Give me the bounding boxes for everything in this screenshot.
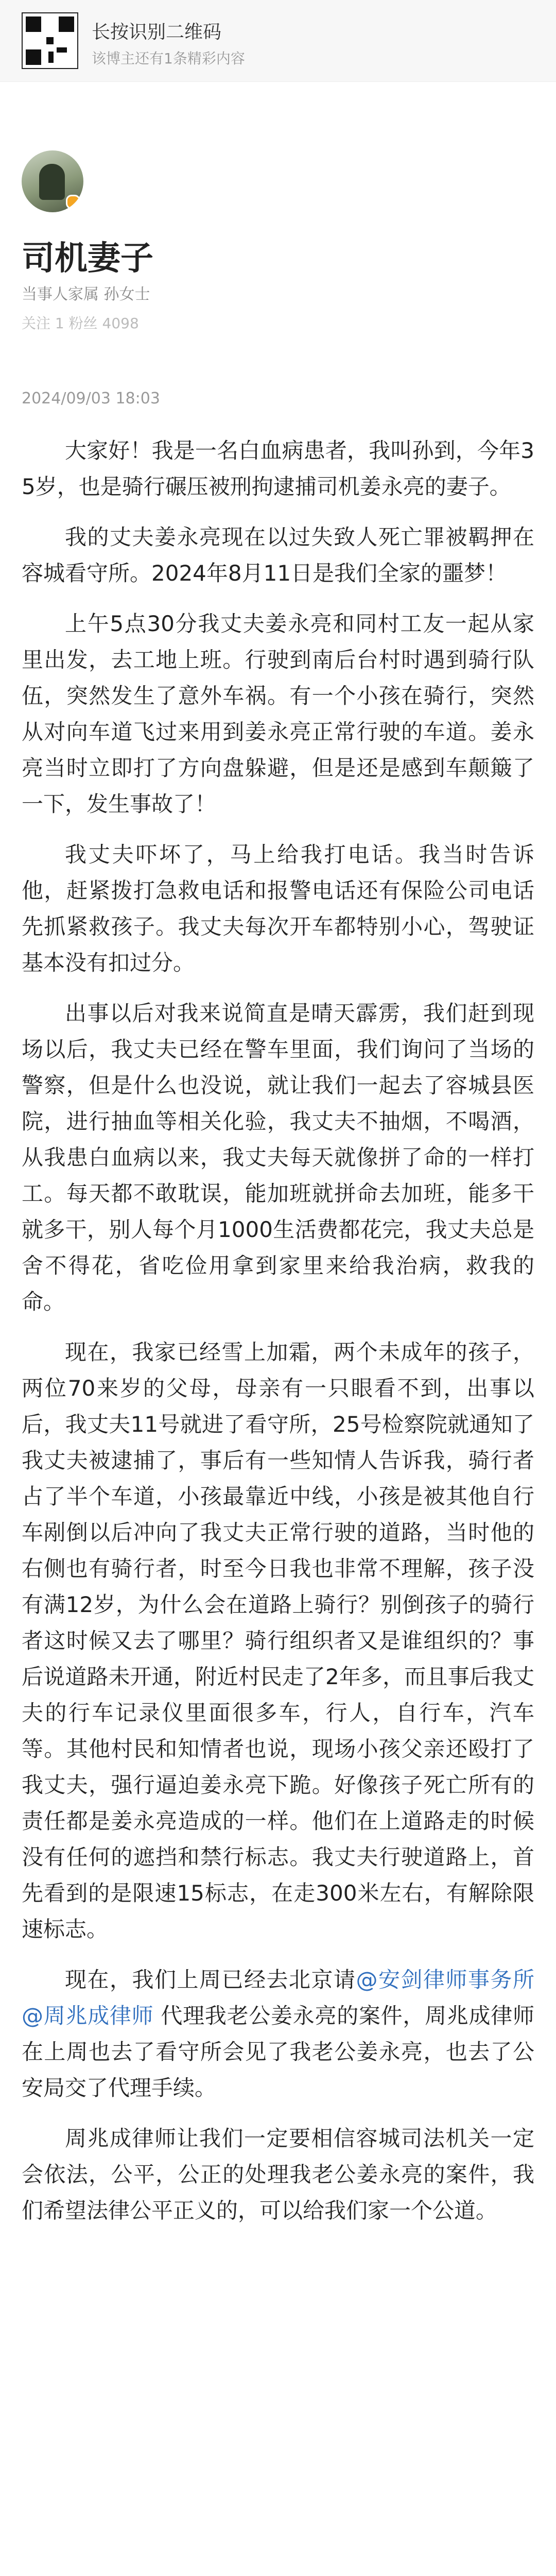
paragraph-3: 上午5点30分我丈夫姜永亮和同村工友一起从家里出发，去工地上班。行驶到南后台村时遇到骑行队伍，突然发生了意外车祸。有一个小孩在骑行，突然从对向车道飞过来用到姜永亮正常行驶的车道。姜永亮当时立即打了方向盘躲避，但是还是感到车颠簸了一下，发生事故了！ bbox=[22, 611, 534, 817]
post-date: 2024/09/03 18:03 bbox=[22, 389, 160, 408]
paragraph-1: 大家好！我是一名白血病患者，我叫孙到，今年35岁，也是骑行碾压被刑拘逮捕司机姜永亮的妻子。 bbox=[22, 438, 534, 499]
paragraph-7-text: 现在，我们上周已经去北京请 bbox=[65, 1967, 356, 1992]
qr-code-icon[interactable] bbox=[22, 12, 78, 69]
banner-title: 长按识别二维码 bbox=[92, 22, 222, 43]
avatar-figure bbox=[39, 164, 65, 200]
author-name[interactable]: 司机妻子 bbox=[22, 240, 153, 278]
mention-lawyer[interactable]: @周兆成律师 bbox=[22, 2003, 154, 2028]
author-description: 当事人家属 孙女士 bbox=[22, 285, 150, 303]
paragraph-8: 周兆成律师让我们一定要相信容城司法机关一定会依法，公平，公正的处理我老公姜永亮的案件，我们希望法律公平正义的，可以给我们家一个公道。 bbox=[22, 2126, 534, 2223]
paragraph-7-tail: 代理我老公姜永亮的案件，周兆成律师在上周也去了看守所会见了我老公姜永亮，也去了公安局交了代理手续。 bbox=[22, 2003, 534, 2100]
author-stats: 关注 1 粉丝 4098 bbox=[22, 315, 139, 332]
paragraph-7 bbox=[22, 1962, 534, 2106]
article-body bbox=[22, 433, 534, 2243]
banner-subtitle: 该博主还有1条精彩内容 bbox=[92, 50, 245, 67]
top-banner bbox=[0, 0, 556, 82]
paragraph-4: 我丈夫吓坏了，马上给我打电话。我当时告诉他，赶紧拨打急救电话和报警电话还有保险公司电话先抓紧救孩子。我丈夫每次开车都特别小心，驾驶证基本没有扣过分。 bbox=[22, 842, 534, 975]
verified-badge-icon bbox=[66, 195, 80, 209]
mention-law-firm[interactable]: @安剑律师事务所 bbox=[356, 1967, 534, 1992]
avatar[interactable] bbox=[22, 150, 83, 212]
paragraph-2: 我的丈夫姜永亮现在以过失致人死亡罪被羁押在容城看守所。2024年8月11日是我们全家的噩梦！ bbox=[22, 524, 534, 586]
paragraph-6: 现在，我家已经雪上加霜，两个未成年的孩子，两位70来岁的父母，母亲有一只眼看不到，出事以后，我丈夫11号就进了看守所，25号检察院就通知了我丈夫被逮捕了，事后有一些知情人告诉我，骑行者占了半个车道，小孩最靠近中线，小孩是被其他自行车剐倒以后冲向了我丈夫正常行驶的道路，当时他的右侧也有骑行者，时至今日我也非常不理解，孩子没有满12岁，为什么会在道路上骑行？别倒孩子的骑行者这时候又去了哪里？骑行组织者又是谁组织的？事后说道路未开通，附近村民走了2年多，而且事后我丈夫的行车记录仪里面很多车，行人，自行车，汽车等。其他村民和知情者也说，现场小孩父亲还殴打了我丈夫，强行逼迫姜永亮下跪。好像孩子死亡所有的责任都是姜永亮造成的一样。他们在上道路走的时候没有任何的遮挡和禁行标志。我丈夫行驶道路上，首先看到的是限速15标志，在走300米左右，有解除限速标志。 bbox=[22, 1340, 534, 1942]
paragraph-5: 出事以后对我来说简直是晴天霹雳，我们赶到现场以后，我丈夫已经在警车里面，我们询问了当场的警察，但是什么也没说，就让我们一起去了容城县医院，进行抽血等相关化验，我丈夫不抽烟，不喝酒，从我患白血病以来，我丈夫每天就像拼了命的一样打工。每天都不敢耽误，能加班就拼命去加班，能多干就多干，别人每个月1000生活费都花完，我丈夫总是舍不得花，省吃俭用拿到家里来给我治病，救我的命。 bbox=[22, 1001, 534, 1314]
